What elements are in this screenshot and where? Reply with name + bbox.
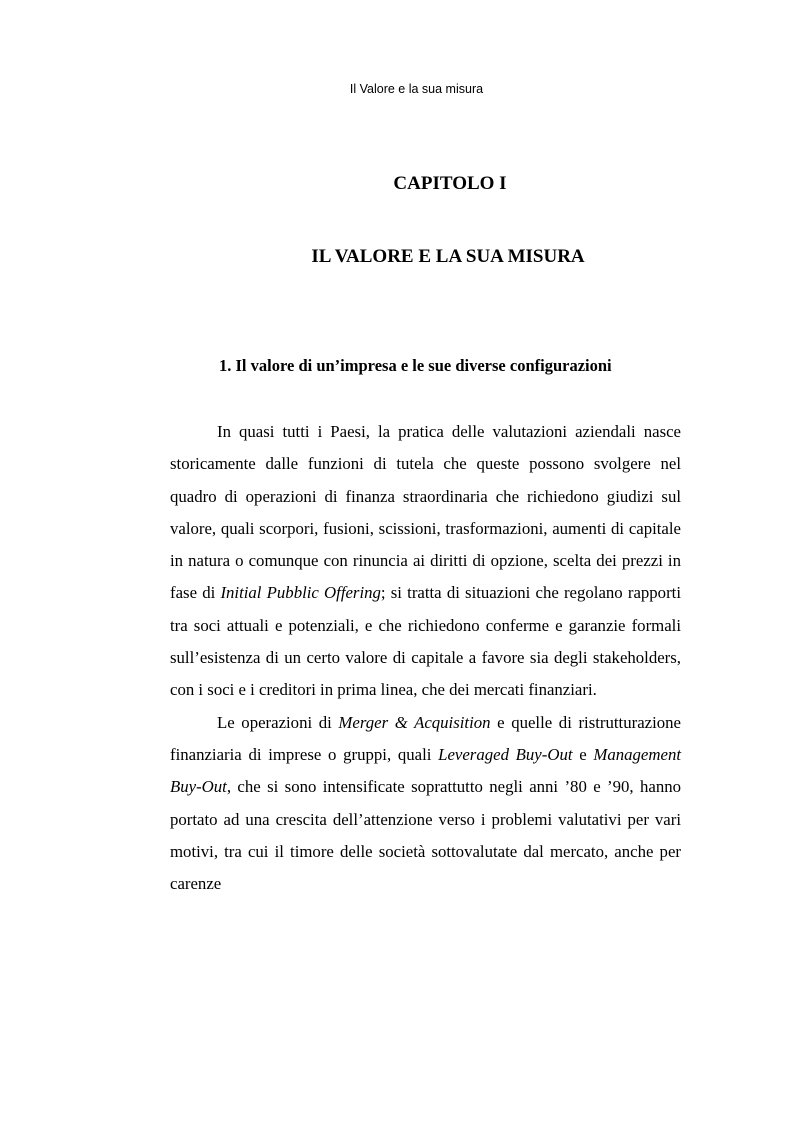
running-header: Il Valore e la sua misura [349,82,484,96]
italic-term: Management Buy-Out [170,744,682,797]
text-run: Le operazioni di [217,712,339,732]
text-run: ; si tratta di situazioni che regolano rapporti tra soci attuali e potenziali, e che richiedono conferme e garanzie formali sull’esistenza di un certo valore di capitale a favore sia degli stakeholders, con i soci e i creditori in prima linea, che dei mercati finanziari. [170,583,681,700]
italic-term: Initial Pubblic Offering [220,583,381,603]
paragraph [170,416,681,707]
italic-term: Merger & Acquisition [338,712,491,732]
italic-term: Leveraged Buy-Out [438,744,573,764]
text-run: e quelle di ristrutturazione finanziaria di imprese o gruppi, quali [170,712,681,764]
text-run: In quasi tutti i Paesi, la pratica delle valutazioni aziendali nasce storicamente dalle funzioni di tutela che queste possono svolgere nel quadro di operazioni di finanza straordinaria che richiedono giudizi sul valore, quali scorpori, fusioni, scissioni, trasformazioni, aumenti di capitale in natura o comunque con rinuncia ai diritti di opzione, scelta dei prezzi in fase di [170,422,681,603]
chapter-label: CAPITOLO I [393,173,507,194]
text-run: , che si sono intensificate soprattutto negli anni ’80 e ’90, hanno portato ad una crescita dell’attenzione verso i problemi valutativi per vari motivi, tra cui il timore delle società sottovalutate dal mercato, anche per carenze [170,777,681,894]
body-text [170,416,681,900]
chapter-title: IL VALORE E LA SUA MISURA [311,246,585,267]
paragraph [170,707,681,901]
section-heading: 1. Il valore di un’impresa e le sue diverse configurazioni [219,356,612,375]
text-run: e [572,744,594,764]
